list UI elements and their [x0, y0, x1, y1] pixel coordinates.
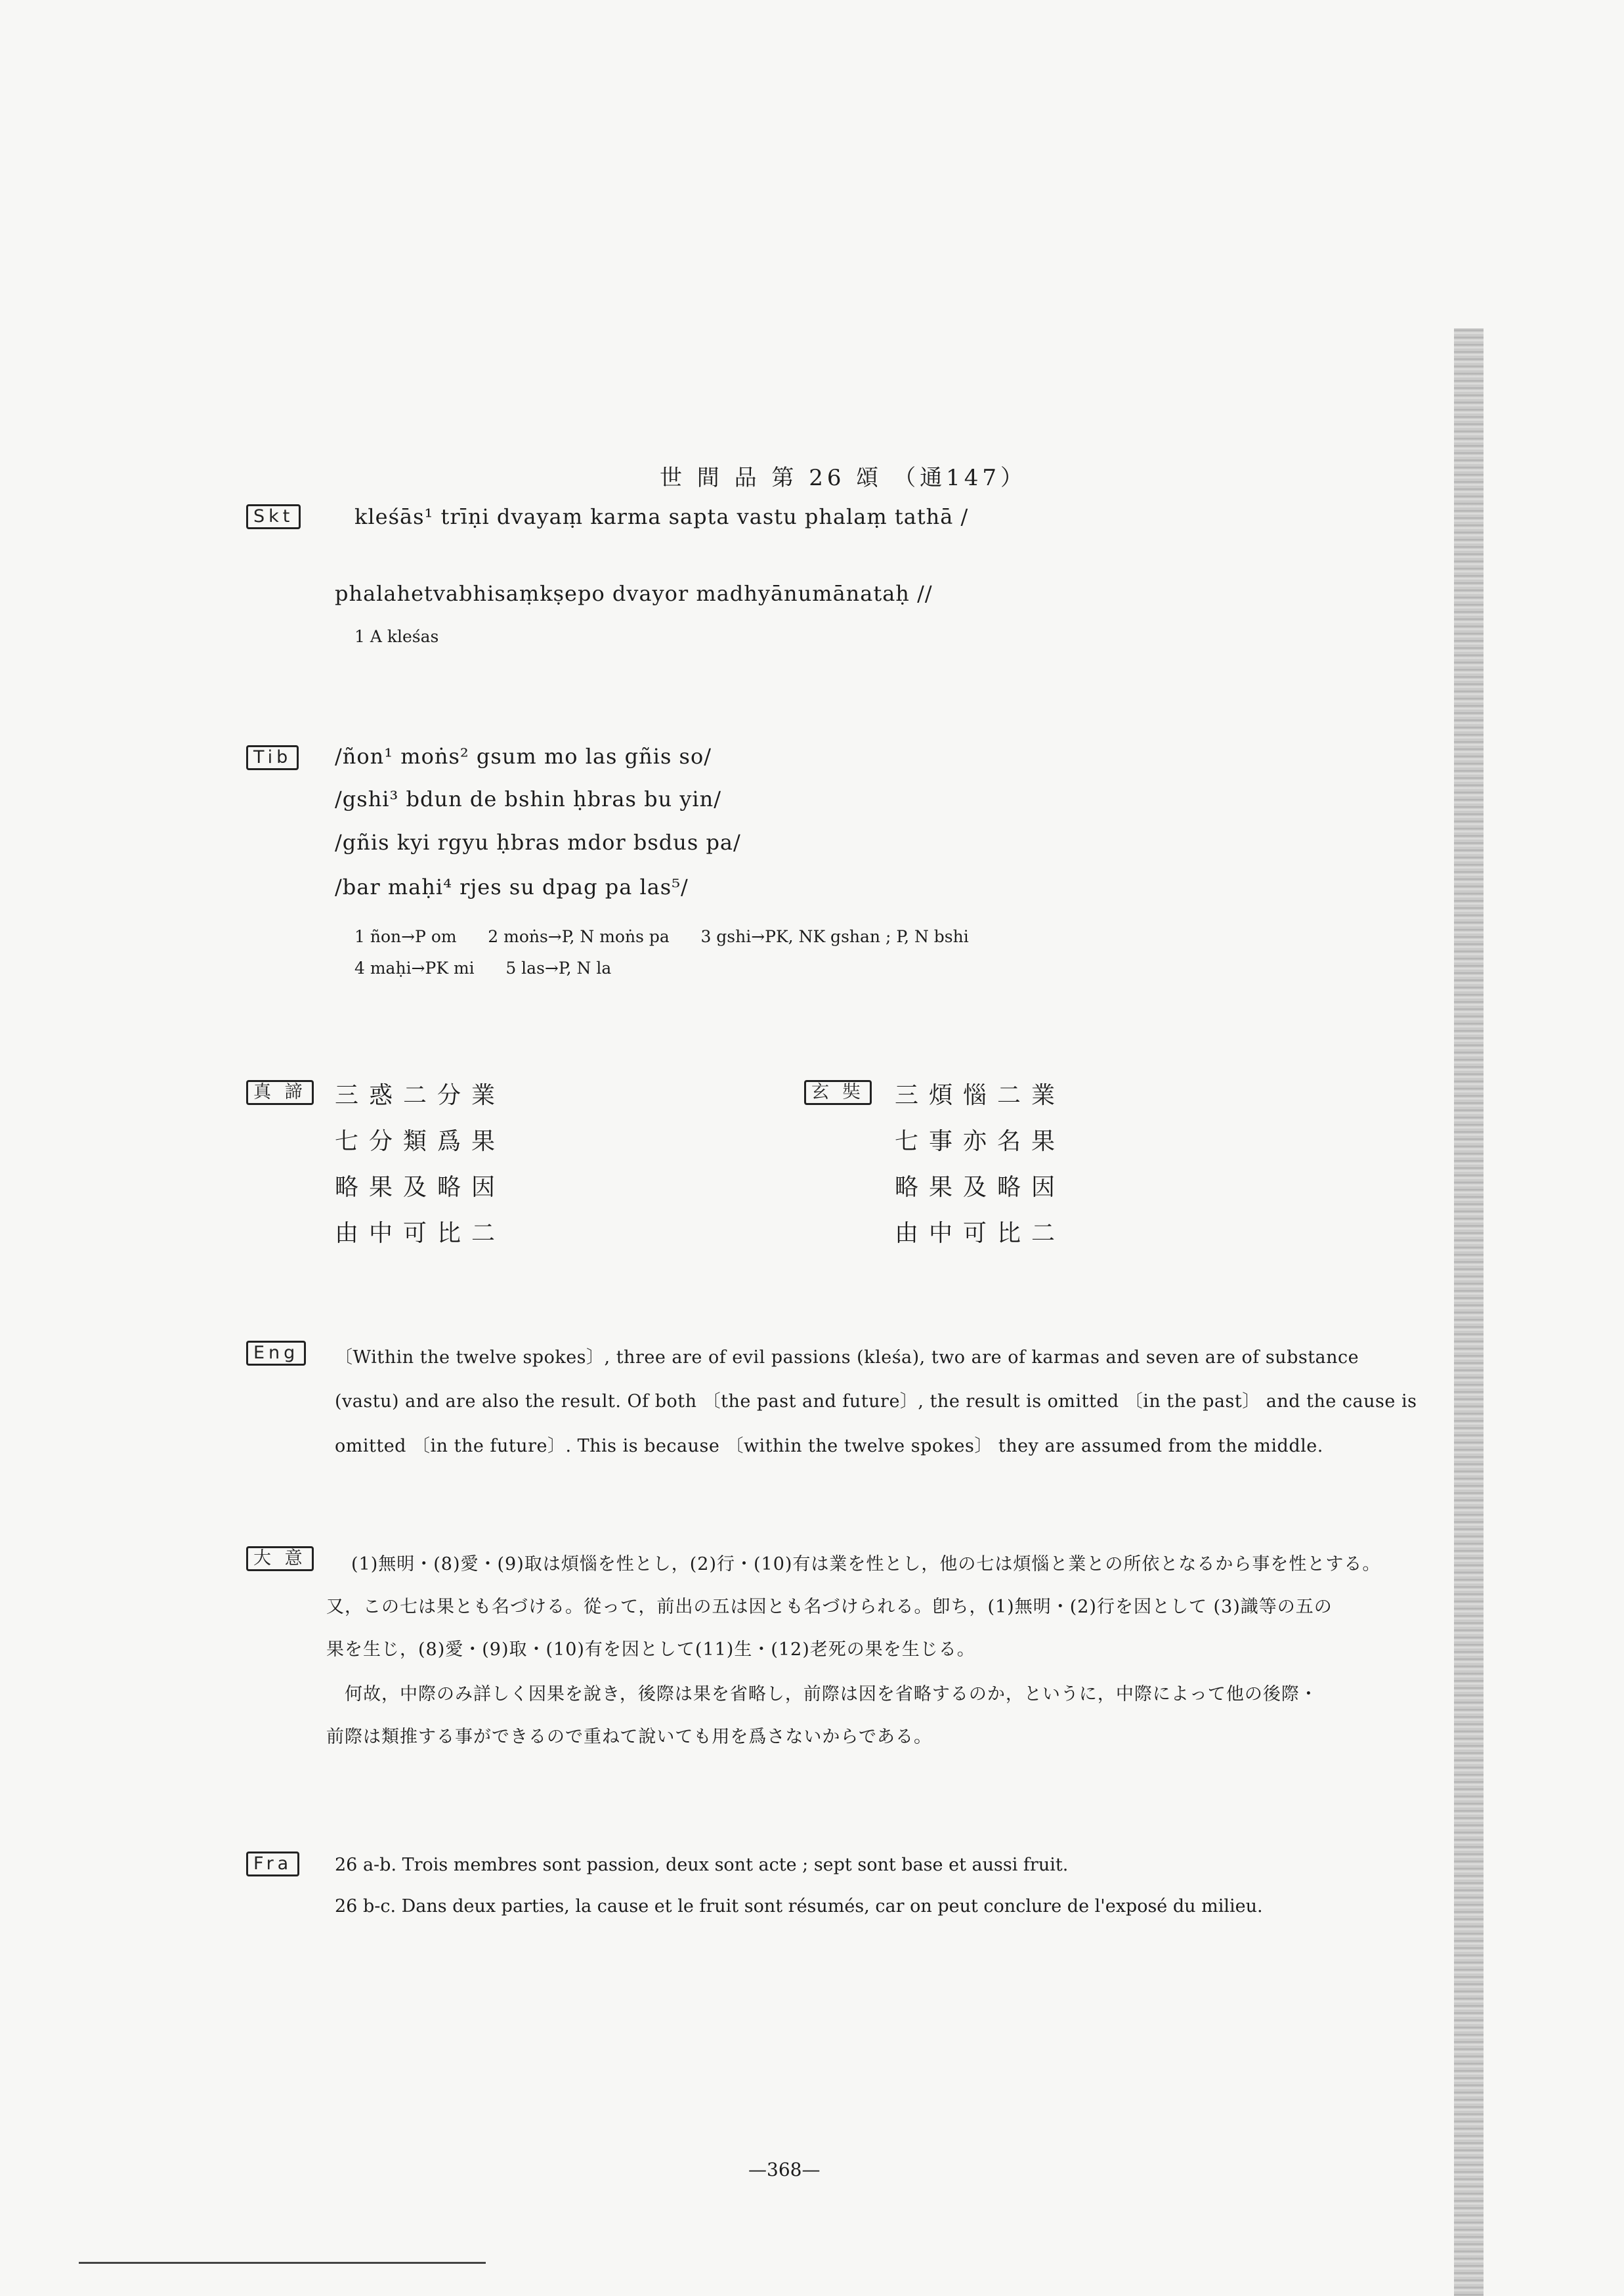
- section-eng: [246, 1341, 306, 1366]
- zhendi-line-4: 由中可比二: [335, 1220, 506, 1247]
- eng-line-3: omitted 〔in the future〕. This is because 〔within the twelve spokes〕 they are assumed from the middle.: [335, 1436, 1323, 1456]
- xuanzang-label: 玄 奘: [804, 1080, 872, 1105]
- section-fra: [246, 1852, 299, 1876]
- section-tib: [246, 745, 299, 770]
- page-title: 世 間 品 第 26 頌 （通147）: [660, 465, 1027, 491]
- zhendi-line-1: 三惑二分業: [335, 1082, 506, 1109]
- section-skt: [246, 504, 301, 529]
- tib-label: Tib: [246, 745, 299, 770]
- taii-label: 大 意: [246, 1546, 314, 1571]
- skt-line-2: phalahetvabhisaṃkṣepo dvayor madhyānumānataḥ //: [335, 581, 933, 606]
- section-taii: [246, 1546, 314, 1571]
- fra-line-2: 26 b-c. Dans deux parties, la cause et le fruit sont résumés, car on peut conclure de l'exposé du milieu.: [335, 1896, 1263, 1917]
- tib-line-1: /ñon¹ moṅs² gsum mo las gñis so/: [335, 744, 712, 769]
- taii-line-4: 何故，中際のみ詳しく因果を說き，後際は果を省略し，前際は因を省略するのか，というに，中際によって他の後際・: [345, 1684, 1318, 1704]
- taii-line-5: 前際は類推する事ができるので重ねて說いても用を爲さないからである。: [326, 1727, 933, 1747]
- eng-label: Eng: [246, 1341, 306, 1366]
- zhendi-line-3: 略果及略因: [335, 1174, 506, 1201]
- eng-line-2: (vastu) and are also the result. Of both 〔the past and future〕, the result is omitted 〔in the past〕 and the cause is: [335, 1391, 1417, 1412]
- section-zhendi: [246, 1080, 314, 1105]
- page-number: —368—: [748, 2159, 821, 2180]
- tib-line-3: /gñis kyi rgyu ḥbras mdor bsdus pa/: [335, 830, 741, 855]
- tib-line-4: /bar maḥi⁴ rjes su dpag pa las⁵/: [335, 875, 689, 899]
- xuanzang-line-3: 略果及略因: [895, 1174, 1066, 1201]
- taii-line-1: (1)無明・(8)愛・(9)取は煩惱を性とし，(2)行・(10)有は業を性とし，他の七は煩惱と業との所依となるから事を性とする。: [351, 1554, 1381, 1574]
- bottom-rule: [79, 2262, 486, 2264]
- fra-label: Fra: [246, 1852, 299, 1876]
- zhendi-line-2: 七分類爲果: [335, 1128, 506, 1155]
- xuanzang-line-1: 三煩惱二業: [895, 1082, 1066, 1109]
- zhendi-label: 真 諦: [246, 1080, 314, 1105]
- tib-line-2: /gshi³ bdun de bshin ḥbras bu yin/: [335, 787, 722, 812]
- tib-note-1: 1 ñon→P om 2 moṅs→P, N moṅs pa 3 gshi→PK, NK gshan ; P, N bshi: [354, 927, 969, 946]
- skt-line-1: kleśās¹ trīṇi dvayaṃ karma sapta vastu phalaṃ tathā /: [354, 504, 969, 529]
- skt-label: Skt: [246, 504, 301, 529]
- xuanzang-line-4: 由中可比二: [895, 1220, 1066, 1247]
- skt-note: 1 A kleśas: [354, 627, 439, 646]
- taii-line-3: 果を生じ，(8)愛・(9)取・(10)有を因として(11)生・(12)老死の果を生じる。: [326, 1639, 975, 1660]
- section-xuanzang: [804, 1080, 872, 1105]
- taii-line-2: 又，この七は果とも名づける。從って，前出の五は因とも名づけられる。卽ち，(1)無明・(2)行を因として (3)識等の五の: [326, 1597, 1333, 1617]
- eng-line-1: 〔Within the twelve spokes〕, three are of evil passions (kleśa), two are of karmas and seven are of substance: [335, 1347, 1359, 1368]
- scan-edge-artifact: [1454, 328, 1484, 2296]
- xuanzang-line-2: 七事亦名果: [895, 1128, 1066, 1155]
- fra-line-1: 26 a-b. Trois membres sont passion, deux sont acte ; sept sont base et aussi fruit.: [335, 1855, 1069, 1875]
- tib-note-2: 4 maḥi→PK mi 5 las→P, N la: [354, 959, 612, 978]
